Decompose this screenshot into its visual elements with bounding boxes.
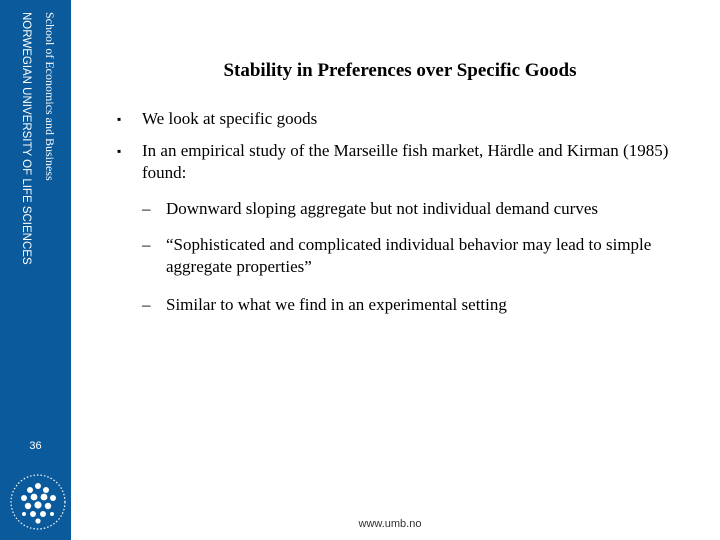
- footer-url[interactable]: www.umb.no: [358, 518, 422, 530]
- sub-bullet-marker: –: [142, 235, 151, 254]
- sub-bullet-text: Downward sloping aggregate but not individual demand curves: [166, 199, 598, 218]
- bullet-text: We look at specific goods: [142, 109, 318, 128]
- bullet-text: In an empirical study of the Marseille fish market, Härdle and Kirman (1985) found:: [142, 141, 669, 182]
- bullet-item: [117, 108, 697, 130]
- school-name: School of Economics and Business: [43, 12, 57, 181]
- sub-bullet-marker: –: [142, 199, 151, 218]
- slide-content: [117, 108, 697, 326]
- bullet-item: [117, 140, 697, 184]
- sub-bullet-text: “Sophisticated and complicated individual behavior may lead to simple aggregate properties”: [166, 235, 652, 276]
- sub-bullet-item: [117, 294, 697, 316]
- university-name: NORWEGIAN UNIVERSITY OF LIFE SCIENCES: [20, 12, 32, 265]
- page-number: 36: [29, 440, 42, 452]
- bullet-marker: ▪: [117, 144, 122, 158]
- sidebar: [0, 0, 71, 540]
- sub-bullet-text: Similar to what we find in an experimental setting: [166, 295, 507, 314]
- sub-bullet-marker: –: [142, 295, 151, 314]
- sub-bullet-item: [117, 198, 697, 220]
- sub-bullet-item: [117, 234, 697, 278]
- slide-title: Stability in Preferences over Specific Goods: [223, 60, 577, 81]
- bullet-marker: ▪: [117, 112, 122, 126]
